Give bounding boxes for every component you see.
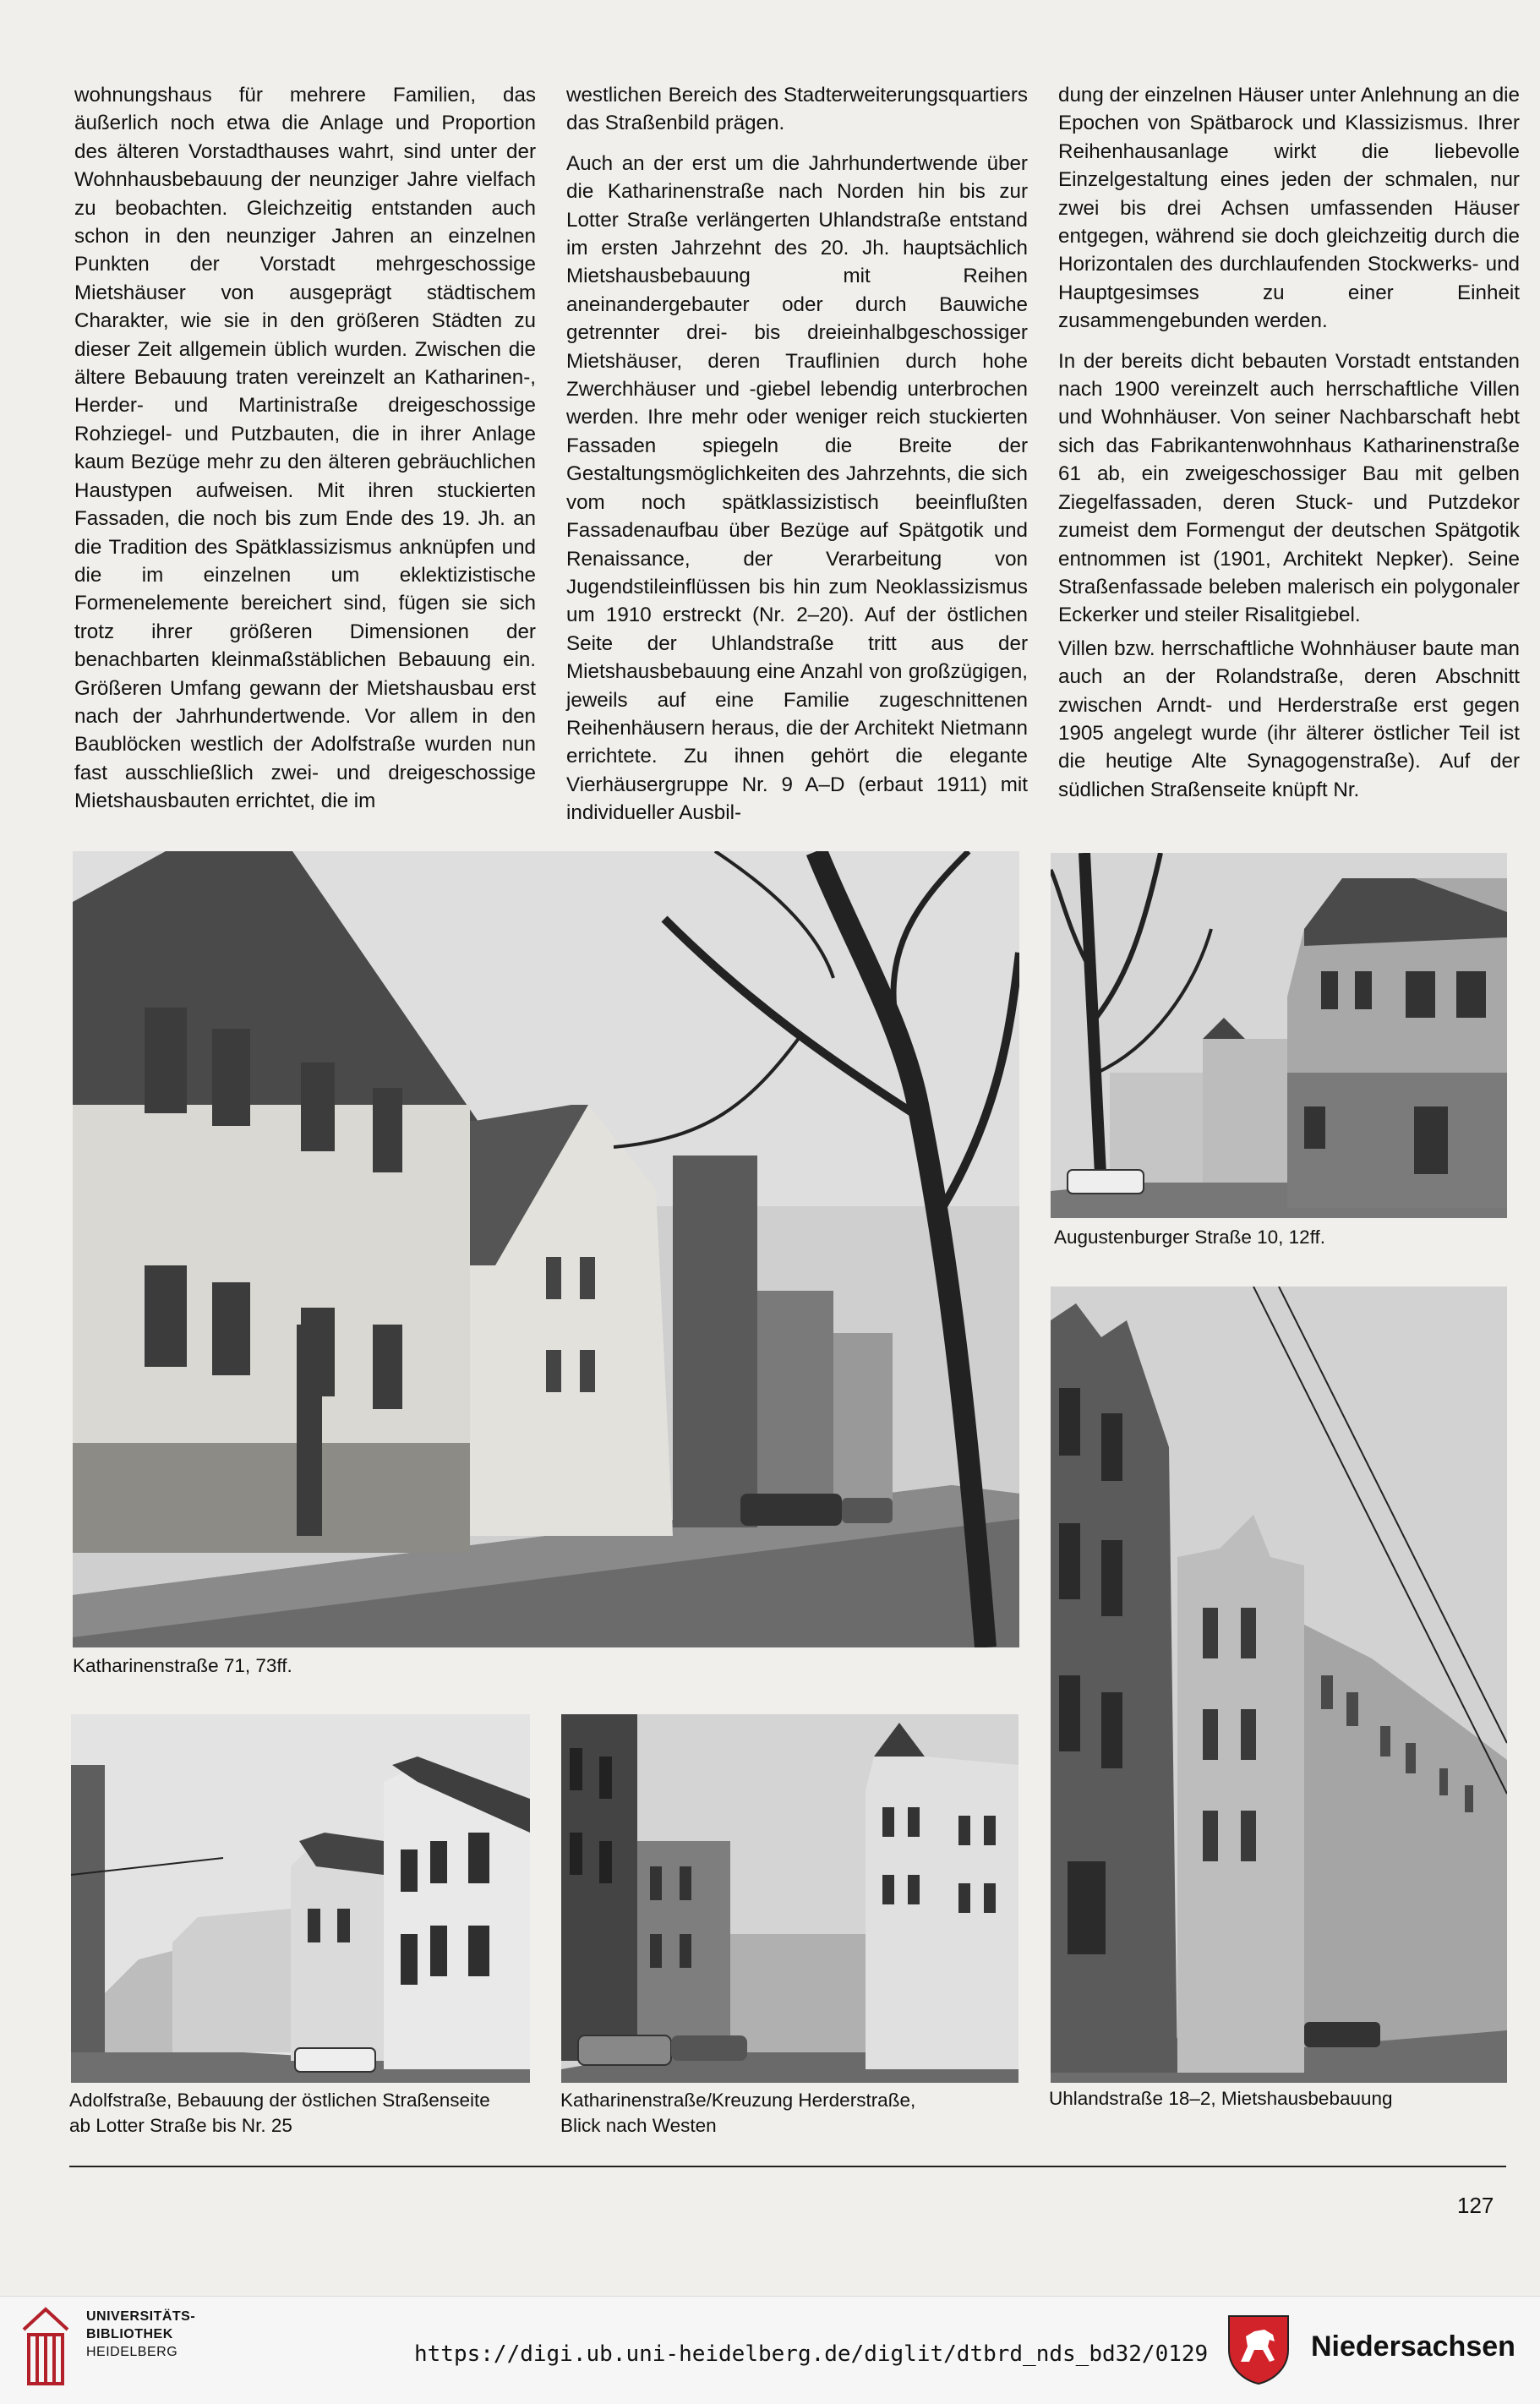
photo-uhlandstrasse (1051, 1287, 1507, 2083)
text-column-3 (1058, 81, 1520, 809)
caption-katharinenstrasse-herderstrasse (560, 2088, 915, 2139)
university-library-logo-icon[interactable] (17, 2304, 73, 2389)
state-name: Niedersachsen (1311, 2330, 1515, 2363)
caption-adolfstrasse (69, 2088, 490, 2139)
photo-katharinenstrasse-herderstrasse (561, 1714, 1018, 2083)
paragraph: wohnungshaus für mehrere Familien, das äußerlich noch etwa die Anlage und Proportion des älteren Vorstadthauses wahrt, sind unter der Wohnhausbebauung der neunziger Jahre vielfach zu beobachten. Gleichzeitig entstanden auch schon in den neunziger Jahren an einzelnen Punkten der Vorstadt mehrgeschossige Mietshäuser von ausgeprägt städtischem Charakter, wie sie in den größeren Städten zu dieser Zeit allgemein üblich wurden. Zwischen die ältere Bebauung traten vereinzelt an Katharinen-, Herder- und Martinistraße dreigeschossige Rohziegel- und Putzbauten, die in ihrer Anlage kaum Bezüge mehr zu den älteren gebräuchlichen Haustypen aufweisen. Mit ihren stuckierten Fassaden, die noch bis zum Ende des 19. Jh. an die Tradition des Spätklassizismus anknüpfen und die im einzelnen um eklektizistische Formenelemente bereichert sind, fügen sie sich trotz ihrer größeren Dimensionen der benachbarten kleinmaßstäblichen Bebauung ein. Größeren Umfang gewann der Mietshausbau erst nach der Jahrhundertwende. Vor allem in den Baublöcken westlich der Adolfstraße wurden nun fast ausschließlich zwei- und dreigeschossige Mietshausbauten errichtet, die im (74, 84, 536, 813)
photo-augustenburger-strasse (1051, 853, 1507, 1218)
paragraph: In der bereits dicht bebauten Vorstadt entstanden nach 1900 vereinzelt auch herrschaftliche Villen und Wohnhäuser. Von seiner Nachbarschaft hebt sich das Fabrikantenwohnhaus Katharinenstraße 61 ab, ein zweigeschossiger Bau mit gelben Ziegelfassaden, deren Stuck- und Putzdekor zumeist dem Formengut der deutschen Spätgotik entnommen ist (1901, Architekt Nepker). Seine Straßenfassade beleben malerisch ein polygonaler Eckerker und steiler Risalitgiebel. (1058, 349, 1520, 627)
library-name-line-3: HEIDELBERG (86, 2345, 178, 2359)
document-url-link[interactable]: https://digi.ub.uni-heidelberg.de/diglit/dtbrd_nds_bd32/0129 (414, 2341, 1209, 2367)
caption-uhlandstrasse: Uhlandstraße 18–2, Mietshausbebauung (1049, 2088, 1393, 2109)
caption-katharinenstrasse-71: Katharinenstraße 71, 73ff. (73, 1655, 292, 1676)
library-name-line-2: BIBLIOTHEK (86, 2327, 173, 2341)
photo-adolfstrasse (71, 1714, 530, 2083)
text-column-2 (566, 81, 1028, 833)
paragraph: dung der einzelnen Häuser unter Anlehnung an die Epochen von Spätbarock und Klassizismus. Ihrer Reihenhausanlage wirkt die liebevolle Einzelgestaltung eines jeden der schmalen, nur zwei bis drei Achsen umfassenden Häuser entgegen, während sie doch gleichzeitig durch die Horizontalen des durchlaufenden Stockwerks- und Hauptgesimses zu einer Einheit zusammengebunden werden. (1058, 84, 1520, 333)
text-column-1 (74, 81, 536, 821)
caption-line: Blick nach Westen (560, 2115, 717, 2136)
photo-katharinenstrasse-71 (73, 851, 1019, 1647)
caption-line: Adolfstraße, Bebauung der östlichen Straßenseite (69, 2090, 490, 2111)
caption-line: ab Lotter Straße bis Nr. 25 (69, 2115, 292, 2136)
paragraph: westlichen Bereich des Stadterweiterungsquartiers das Straßenbild prägen. (566, 84, 1028, 135)
paragraph: Villen bzw. herrschaftliche Wohnhäuser baute man auch an der Rolandstraße, deren Abschnitt zwischen Arndt- und Herderstraße erst gegen 1905 angelegt wurde (ihr älterer östlicher Teil ist die heutige Alte Synagogenstraße). Auf der südlichen Straßenseite knüpft Nr. (1058, 637, 1520, 801)
library-name-line-1: UNIVERSITÄTS- (86, 2309, 196, 2324)
caption-augustenburger-strasse: Augustenburger Straße 10, 12ff. (1054, 1227, 1326, 1248)
horizontal-rule (69, 2166, 1506, 2167)
caption-line: Katharinenstraße/Kreuzung Herderstraße, (560, 2090, 916, 2111)
niedersachsen-crest-icon[interactable] (1226, 2313, 1292, 2385)
paragraph: Auch an der erst um die Jahrhundertwende über die Katharinenstraße nach Norden hin bis zur Lotter Straße verlängerten Uhlandstraße entstand im ersten Jahrzehnt des 20. Jh. hauptsächlich Mietshausbebauung mit Reihen aneinandergebauter oder durch Bauwiche getrennter drei- bis dreieinhalbgeschossiger Mietshäuser, deren Trauflinien durch hohe Zwerchhäuser und -giebel lebendig unterbrochen werden. Ihre mehr oder weniger reich stuckierten Fassaden spiegeln die Breite der Gestaltungsmöglichkeiten des Jahrzehnts, die sich vom noch spätklassizistisch beeinflußten Fassadenaufbau über Bezüge auf Spätgotik und Renaissance, der Verarbeitung von Jugendstileinflüssen bis hin zum Neoklassizismus um 1910 erstreckt (Nr. 2–20). Auf der östlichen Seite der Uhlandstraße tritt aus der Mietshausbebauung eine Anzahl von großzügigen, jeweils auf eine Familie zugeschnittenen Reihenhäusern heraus, die der Architekt Nietmann errichtete. Zu ihnen gehört die elegante Vierhäusergruppe Nr. 9 A–D (erbaut 1911) mit individueller Ausbil- (566, 151, 1028, 825)
page-number: 127 (1457, 2193, 1494, 2218)
